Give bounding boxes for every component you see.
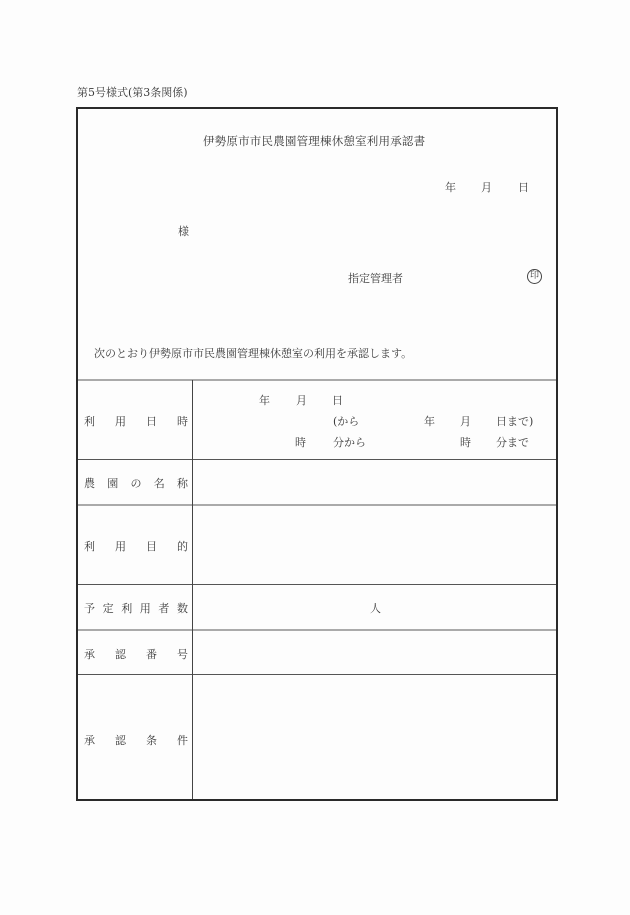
usage-purpose-field[interactable] (194, 506, 556, 584)
document-title: 伊勢原市市民農園管理棟休憩室利用承認書 (203, 134, 426, 148)
issue-month-label: 月 (481, 181, 492, 194)
approval-conditions-field[interactable] (194, 675, 556, 799)
table-top-divider (78, 379, 556, 381)
issue-year-label: 年 (445, 181, 456, 194)
expected-users-field[interactable] (194, 585, 556, 629)
approval-number-field[interactable] (194, 631, 556, 674)
approval-statement: 次のとおり伊勢原市市民農園管理棟休憩室の利用を承認します。 (94, 347, 413, 360)
approval-form: 伊勢原市市民農園管理棟休憩室利用承認書 年 月 日 様 指定管理者 印 次のとおり伊勢原市市民農園管理棟休憩室の利用を承認します。 利 用 日 時 年 月 日 (から 年 月 日まで) 時 分から 時 分まで 農 園 の 名 称 利 用 目 的 予 定 利 用 者 数 人 承 認 番 号 承 認 条 件 (76, 107, 558, 801)
label-approval-conditions: 承 認 条 件 (84, 734, 188, 747)
farm-name-field[interactable] (194, 460, 556, 504)
issuer-label: 指定管理者 (348, 272, 403, 285)
seal-icon: 印 (527, 269, 542, 284)
label-column-divider (192, 380, 193, 799)
label-expected-users: 予 定 利 用 者 数 (84, 602, 188, 615)
label-approval-number: 承 認 番 号 (84, 648, 188, 661)
issue-day-label: 日 (518, 181, 529, 194)
persons-unit: 人 (370, 602, 381, 615)
label-usage-datetime: 利 用 日 時 (84, 415, 188, 428)
label-farm-name: 農 園 の 名 称 (84, 477, 188, 490)
form-number: 第5号様式(第3条関係) (77, 86, 188, 99)
label-usage-purpose: 利 用 目 的 (84, 540, 188, 553)
addressee-suffix: 様 (178, 225, 189, 238)
